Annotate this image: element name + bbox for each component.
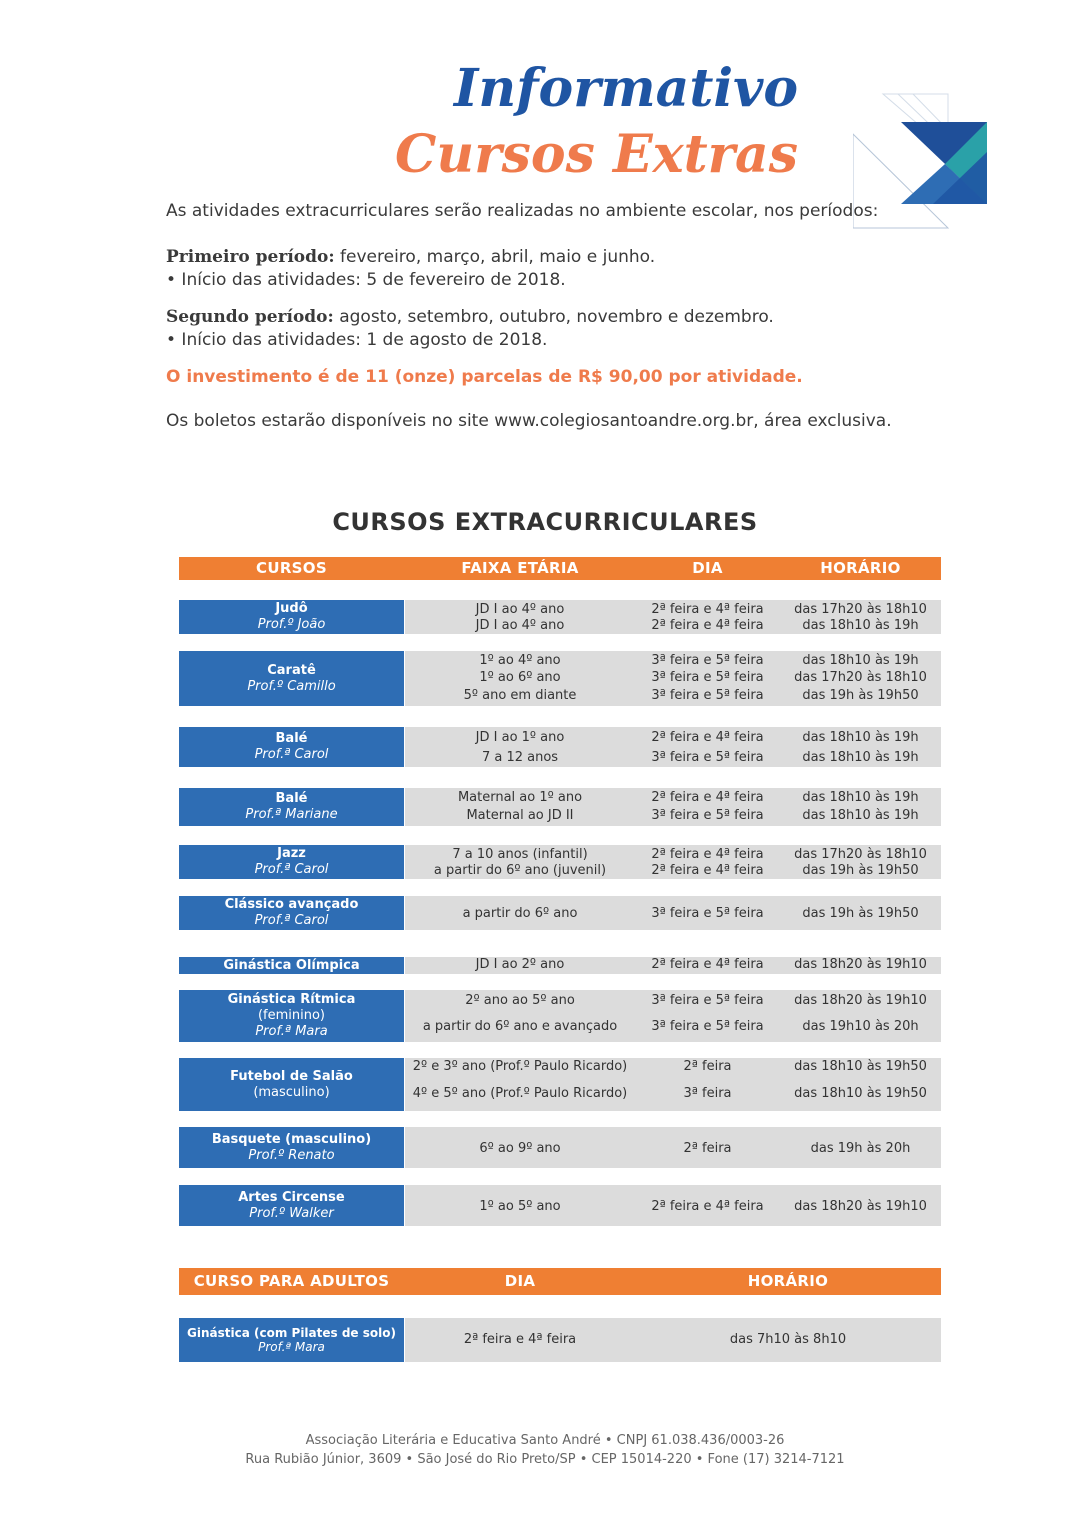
adult-course-professor: Prof.ª Mara: [258, 1340, 325, 1354]
class-time: das 18h20 às 19h10: [794, 1199, 927, 1214]
course-row: [179, 845, 941, 879]
age-range: JD I ao 4º ano: [475, 618, 565, 633]
title-cursos-extras: Cursos Extras: [395, 124, 798, 185]
course-cell: [179, 896, 404, 930]
class-time: das 18h10 às 19h: [802, 730, 919, 745]
course-name: Jazz: [277, 846, 306, 861]
header-time: HORÁRIO: [820, 559, 901, 577]
course-cell: [179, 1127, 404, 1168]
course-details: [405, 788, 941, 826]
footer-address: Rua Rubião Júnior, 3609 • São José do Rio Preto/SP • CEP 15014-220 • Fone (17) 3214-7121: [245, 1452, 845, 1467]
course-row: [179, 788, 941, 826]
course-cell: [179, 1058, 404, 1111]
adults-table-header: [179, 1268, 941, 1295]
course-subtitle: (masculino): [253, 1084, 330, 1100]
intro-paragraph: As atividades extracurriculares serão realizadas no ambiente escolar, nos períodos:: [166, 201, 879, 221]
age-range: 1º ao 4º ano: [479, 653, 561, 668]
second-period-text: agosto, setembro, outubro, novembro e dezembro.: [333, 307, 774, 327]
class-time: das 17h20 às 18h10: [794, 847, 927, 862]
class-day: 3ª feira e 5ª feira: [651, 688, 764, 703]
header-adult-time: HORÁRIO: [747, 1272, 829, 1290]
class-day: 2ª feira e 4ª feira: [651, 1199, 764, 1214]
class-time: das 18h10 às 19h50: [794, 1086, 927, 1101]
course-professor: Prof.ª Carol: [254, 862, 329, 877]
course-cell: [179, 788, 404, 826]
class-day: 3ª feira e 5ª feira: [651, 653, 764, 668]
second-period: [166, 306, 926, 329]
course-details: [405, 600, 941, 634]
course-details: [405, 1127, 941, 1168]
age-range: 5º ano em diante: [463, 688, 577, 703]
header-adult-day: DIA: [504, 1272, 536, 1290]
course-professor: Prof.ª Mariane: [245, 807, 338, 822]
age-range: Maternal ao 1º ano: [457, 790, 583, 805]
course-details: [405, 845, 941, 879]
age-range: 1º ao 6º ano: [479, 670, 561, 685]
age-range: JD I ao 1º ano: [475, 730, 565, 745]
course-name: Ginástica Rítmica: [227, 992, 356, 1007]
class-day: 2ª feira e 4ª feira: [651, 847, 764, 862]
adult-course-details: [405, 1318, 941, 1362]
age-range: 2º e 3º ano (Prof.º Paulo Ricardo): [412, 1059, 628, 1074]
course-row: [179, 1058, 941, 1111]
course-professor: Prof.º João: [257, 617, 326, 632]
course-row: [179, 651, 941, 706]
header-age-range: FAIXA ETÁRIA: [461, 559, 579, 577]
age-range: Maternal ao JD II: [466, 808, 574, 823]
age-range: 4º e 5º ano (Prof.º Paulo Ricardo): [412, 1086, 628, 1101]
class-day: 3ª feira: [683, 1086, 732, 1101]
age-range: a partir do 6º ano e avançado: [422, 1019, 618, 1034]
course-cell: [179, 845, 404, 879]
course-cell: [179, 651, 404, 706]
first-period-start: • Início das atividades: 5 de fevereiro de 2018.: [166, 270, 566, 290]
course-name: Judô: [275, 601, 308, 616]
class-day: 2ª feira e 4ª feira: [651, 957, 764, 972]
class-time: das 19h às 19h50: [802, 906, 919, 921]
course-name: Balé: [275, 731, 308, 746]
course-row: [179, 957, 941, 974]
age-range: a partir do 6º ano: [462, 906, 578, 921]
course-name: Artes Circense: [238, 1189, 345, 1205]
class-day: 3ª feira e 5ª feira: [651, 993, 764, 1008]
adult-course-name: Ginástica (com Pilates de solo): [187, 1326, 396, 1340]
adult-course-cell: [179, 1318, 404, 1362]
class-time: das 18h10 às 19h: [802, 808, 919, 823]
class-time: das 19h às 19h50: [802, 863, 919, 878]
class-time: das 18h10 às 19h50: [794, 1059, 927, 1074]
course-row: [179, 896, 941, 930]
course-details: [405, 1058, 941, 1111]
course-professor: Prof.ª Mara: [255, 1024, 328, 1039]
course-cell: [179, 957, 404, 974]
course-cell: [179, 1185, 404, 1226]
adult-course-time: das 7h10 às 8h10: [729, 1332, 847, 1347]
age-range: 1º ao 5º ano: [479, 1199, 561, 1214]
class-time: das 19h às 20h: [810, 1141, 911, 1156]
second-period-start: • Início das atividades: 1 de agosto de 2018.: [166, 330, 548, 350]
course-details: [405, 1185, 941, 1226]
class-time: das 18h20 às 19h10: [794, 957, 927, 972]
course-name: Ginástica Olímpica: [223, 957, 360, 973]
footer-institution: Associação Literária e Educativa Santo André • CNPJ 61.038.436/0003-26: [305, 1433, 785, 1448]
class-day: 2ª feira e 4ª feira: [651, 863, 764, 878]
class-time: das 18h10 às 19h: [802, 653, 919, 668]
age-range: 2º ano ao 5º ano: [465, 993, 575, 1008]
class-time: das 17h20 às 18h10: [794, 670, 927, 685]
age-range: JD I ao 4º ano: [475, 602, 565, 617]
first-period: [166, 246, 926, 269]
courses-table-header: [179, 557, 941, 580]
class-day: 2ª feira e 4ª feira: [651, 730, 764, 745]
header-day: DIA: [692, 559, 723, 577]
class-day: 2ª feira e 4ª feira: [651, 790, 764, 805]
course-details: [405, 896, 941, 930]
class-time: das 18h10 às 19h: [802, 750, 919, 765]
class-time: das 18h10 às 19h: [802, 790, 919, 805]
course-professor: Prof.º Camillo: [247, 678, 336, 694]
course-subtitle: (feminino): [257, 1008, 326, 1023]
footer: [0, 1431, 1090, 1469]
adult-course-day: 2ª feira e 4ª feira: [463, 1332, 577, 1347]
investment-note: O investimento é de 11 (onze) parcelas de R$ 90,00 por atividade.: [166, 367, 803, 387]
class-day: 3ª feira e 5ª feira: [651, 750, 764, 765]
class-time: das 19h às 19h50: [802, 688, 919, 703]
course-name: Balé: [275, 791, 308, 806]
course-name: Clássico avançado: [224, 897, 359, 912]
courses-section-title: CURSOS EXTRACURRICULARES: [332, 508, 758, 536]
class-day: 3ª feira e 5ª feira: [651, 808, 764, 823]
course-name: Basquete (masculino): [211, 1131, 372, 1147]
age-range: 6º ao 9º ano: [479, 1141, 561, 1156]
course-cell: [179, 727, 404, 767]
course-name: Caratê: [267, 662, 316, 678]
course-professor: Prof.ª Carol: [254, 747, 329, 762]
class-day: 2ª feira: [683, 1059, 732, 1074]
class-day: 3ª feira e 5ª feira: [651, 670, 764, 685]
course-details: [405, 727, 941, 767]
age-range: 7 a 10 anos (infantil): [452, 847, 588, 862]
second-period-label: Segundo período:: [166, 307, 334, 327]
age-range: a partir do 6º ano (juvenil): [433, 863, 607, 878]
course-row: [179, 727, 941, 767]
class-day: 2ª feira: [683, 1141, 732, 1156]
header-courses: CURSOS: [256, 559, 327, 577]
course-row: [179, 990, 941, 1042]
age-range: 7 a 12 anos: [481, 750, 559, 765]
class-time: das 18h10 às 19h: [802, 618, 919, 633]
header-adult-course: CURSO PARA ADULTOS: [193, 1272, 390, 1290]
course-row: [179, 1127, 941, 1168]
intro-text-block: [166, 200, 926, 433]
class-day: 3ª feira e 5ª feira: [651, 906, 764, 921]
class-day: 2ª feira e 4ª feira: [651, 618, 764, 633]
course-details: [405, 651, 941, 706]
course-professor: Prof.º Renato: [248, 1147, 335, 1163]
class-day: 2ª feira e 4ª feira: [651, 602, 764, 617]
course-professor: Prof.º Walker: [249, 1205, 334, 1221]
class-day: 3ª feira e 5ª feira: [651, 1019, 764, 1034]
course-name: Futebol de Salão: [230, 1068, 353, 1084]
age-range: JD I ao 2º ano: [475, 957, 565, 972]
course-cell: [179, 600, 404, 634]
first-period-label: Primeiro período:: [166, 247, 335, 267]
title-informativo: Informativo: [454, 58, 798, 119]
course-row: [179, 600, 941, 634]
adult-course-row: [179, 1318, 941, 1362]
course-professor: Prof.ª Carol: [254, 913, 329, 928]
class-time: das 19h10 às 20h: [802, 1019, 919, 1034]
boletos-note: Os boletos estarão disponíveis no site www.colegiosantoandre.org.br, área exclusiva.: [166, 411, 892, 431]
course-cell: [179, 990, 404, 1042]
course-details: [405, 957, 941, 974]
course-details: [405, 990, 941, 1042]
first-period-text: fevereiro, março, abril, maio e junho.: [334, 247, 656, 267]
class-time: das 17h20 às 18h10: [794, 602, 927, 617]
class-time: das 18h20 às 19h10: [794, 993, 927, 1008]
course-row: [179, 1185, 941, 1226]
